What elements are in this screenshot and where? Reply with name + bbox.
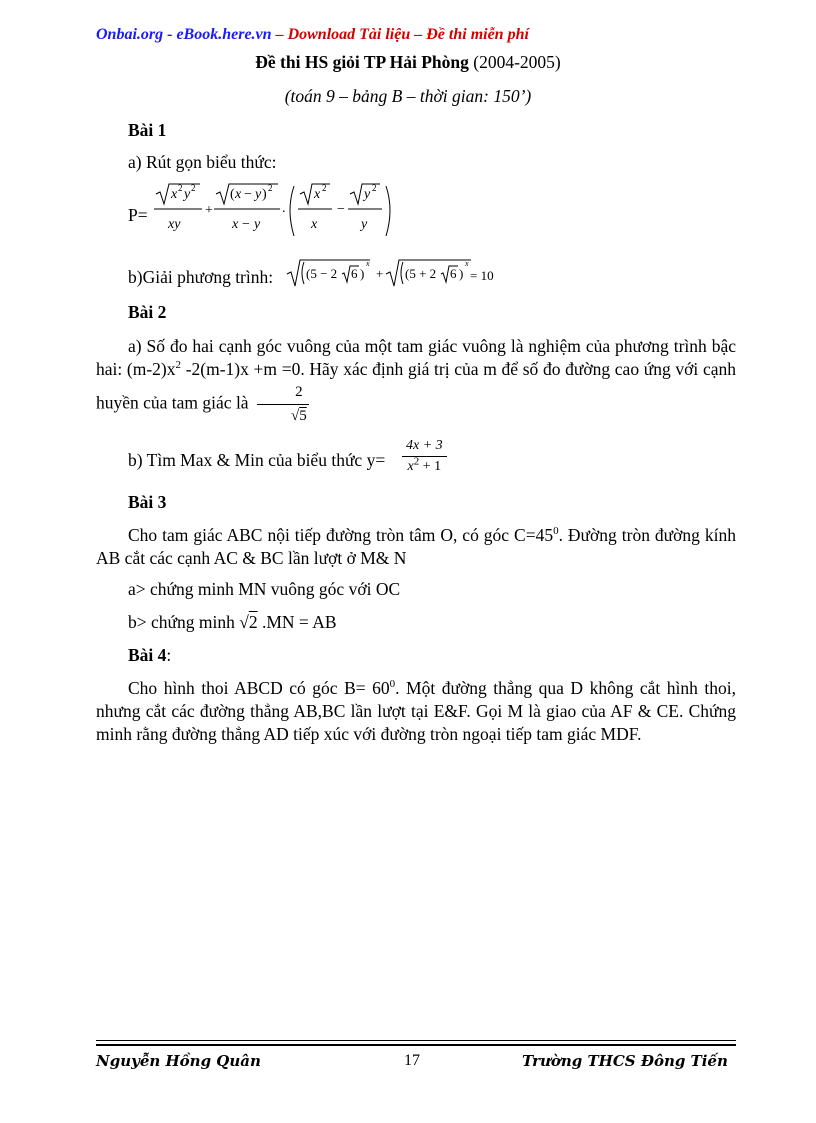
svg-text:): ) [459,266,464,281]
svg-text:−: − [242,217,250,232]
bai1-b-label: b)Giải phương trình: [128,267,274,287]
svg-text:2: 2 [268,183,273,193]
svg-text:+: + [376,266,384,281]
expression-p [154,182,394,244]
svg-text:y: y [361,217,368,232]
svg-text:x: x [232,217,239,232]
height-fraction [257,381,309,428]
bai4-heading: Bài 4: [128,645,172,665]
banner-site: Onbai.org - eBook.here.vn [96,26,276,43]
svg-text:6: 6 [351,266,358,281]
sqrt-2: √2 [239,612,258,632]
svg-text:−: − [244,187,252,202]
svg-text:y: y [255,187,262,202]
bai2-a-part1: a) Số đo hai cạnh góc vuông của một tam giác vuông là nghiệm của phương trình bậc hai: (m-2)x [96,336,736,379]
bai3-part2: . Đường tròn đường kính AB cắt các cạnh AC & BC lần lượt ở M& N [96,525,736,568]
svg-text:x: x [311,217,318,232]
height-frac-num: 2 [257,381,309,405]
svg-text:x: x [465,259,469,268]
svg-text:xy: xy [168,217,181,232]
footer-author: Nguyễn Hồng Quân [96,1052,261,1070]
bai4-text [96,677,736,746]
svg-text:x: x [235,187,242,202]
svg-text:(5 + 2: (5 + 2 [405,266,437,281]
bai2-a-part2: -2(m-1)x +m =0. Hãy xác định giá trị của m để số đo đường cao ứng với cạnh huyền của tam giác là [96,359,736,413]
bai2-a-exp: 2 [175,359,182,372]
bai2-a-text [96,335,736,428]
equation-b-rhs: = 10 [470,268,494,283]
svg-text:2: 2 [191,183,196,193]
page-number: 17 [404,1052,420,1069]
height-frac-den: √5 [290,408,307,424]
y-frac-num: 4x + 3 [402,436,447,457]
bai3-degree: 0 [553,525,559,538]
svg-text:+: + [205,203,213,218]
svg-text:2: 2 [178,183,183,193]
svg-text:): ) [360,266,365,281]
svg-text:y: y [254,217,261,232]
svg-text:(: ( [230,187,235,202]
title-main: Đề thi HS giỏi TP Hải Phòng [255,52,469,72]
bai2-b-label: b) Tìm Max & Min của biểu thức y= [128,450,386,470]
bai3-heading: Bài 3 [128,492,167,512]
p-label: P= [128,205,148,225]
bai4-part2: . Một đường thẳng qua D không cắt hình thoi, nhưng cắt các đường thẳng AB,BC lần lượt tại E&F. Gọi M là giao của AF & CE. Chứng minh rằng đường thẳng AD tiếp xúc với đường tròn ngoại tiếp tam giác MDF. [96,678,736,744]
footer-school: Trường THCS Đông Tiến [522,1052,728,1070]
bai3-b-post: .MN = AB [257,612,337,632]
footer-rule-thin [96,1040,736,1041]
footer-rule-thick [96,1044,736,1046]
svg-text:(5 − 2: (5 − 2 [306,266,338,281]
bai3-a: a> chứng minh MN vuông góc với OC [128,579,401,599]
svg-text:.: . [282,201,286,216]
banner-download: – Download Tài liệu – Đề thi miễn phí [275,26,529,43]
y-fraction [402,436,447,477]
svg-text:x: x [171,187,178,202]
svg-text:): ) [262,187,267,202]
svg-text:2: 2 [322,183,327,193]
equation-b [286,256,476,290]
svg-text:x: x [366,259,370,268]
svg-text:y: y [364,187,371,202]
bai1-heading: Bài 1 [128,120,167,140]
bai4-part1: Cho hình thoi ABCD có góc B= 60 [128,678,390,698]
bai3-b [128,610,337,634]
source-banner [96,26,529,44]
svg-text:6: 6 [450,266,457,281]
svg-text:2: 2 [372,183,377,193]
svg-text:x: x [314,187,321,202]
bai3-part1: Cho tam giác ABC nội tiếp đường tròn tâm O, có góc C=45 [128,525,554,545]
page-title [0,52,816,73]
page-subtitle: (toán 9 – bảng B – thời gian: 150’) [284,86,532,106]
title-years: (2004-2005) [468,52,561,72]
svg-text:−: − [337,202,345,217]
bai3-b-pre: b> chứng minh [128,612,240,632]
bai2-heading: Bài 2 [128,302,167,322]
y-frac-den: $x^2 + 1$ [407,455,442,474]
bai1-a-label: a) Rút gọn biểu thức: [128,152,277,172]
svg-text:y: y [184,187,191,202]
bai3-text [96,524,736,570]
bai4-degree: 0 [389,678,396,691]
